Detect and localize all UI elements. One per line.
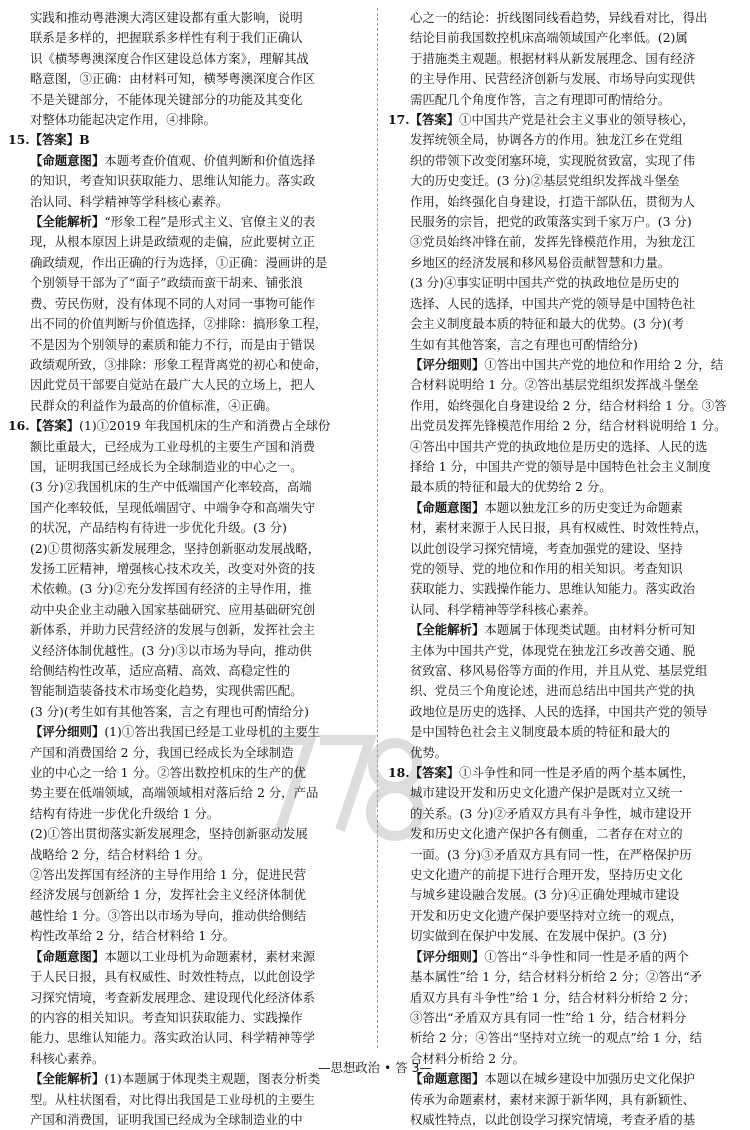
intent-line-text: 本题以在城乡建设中加强历史文化保护: [484, 1071, 695, 1087]
answer-line: [388, 804, 742, 824]
rubric-line: [8, 783, 366, 803]
answer-line-text: 的状况，产品结构有待进一步优化升级。(3 分): [30, 520, 287, 536]
analysis-line-text: (1)本题属于体现类主观题，图表分析类: [104, 1071, 321, 1087]
continued-line-text: 不是关键部分，不能体现关键部分的功能及其变化: [30, 91, 303, 107]
answer-line: [388, 294, 742, 314]
answer-line: [8, 600, 366, 620]
intent-line-text: 材，素材来源于人民日报，具有权威性、时效性特点，: [410, 520, 708, 536]
answer-line-text: 给侧结构性改革，适应高精、高效、高稳定性的: [30, 663, 291, 678]
intent-line: [388, 579, 742, 599]
answer-line-text: (3 分)②我国机床的生产中低端国产化率较高，高端: [30, 479, 312, 495]
rubric-line-text: ③答出“矛盾双方具有同一性”给 1 分，结合材料分: [410, 1009, 687, 1025]
section-tag: 【答案】: [29, 132, 80, 148]
answer-line-text: 会主义制度最本质的特征和最大的优势。(3 分)(考: [410, 316, 685, 332]
continued-line-text: 于措施类主观题。根据材料从新发展理念、国有经济: [410, 50, 695, 66]
rubric-line-text: ①答出“斗争性和同一性是矛盾的两个: [484, 948, 689, 964]
intent-line: [8, 988, 366, 1008]
answer-value: B: [79, 132, 90, 148]
answer-line: [8, 130, 366, 150]
rubric-line: [388, 947, 742, 967]
intent-line-text: 科核心素养。: [30, 1050, 105, 1066]
analysis-line-text: 政绩观所致，③排除：形象工程背离党的初心和使命，: [30, 356, 328, 372]
analysis-line-text: 政地位是历史的选择、人民的选择，中国共产党的领导: [410, 703, 708, 719]
page-footer: —思想政治 • 答 3—: [318, 1060, 432, 1075]
analysis-line-text: 贫致富、移风易俗等方面的作用，并且从党、基层党组: [410, 663, 708, 678]
continued-line: [8, 8, 366, 28]
answer-line: [388, 151, 742, 171]
answer-line: [388, 171, 742, 191]
section-tag: 【答案】: [409, 112, 460, 128]
intent-line-text: 获取能力、实践操作能力、思维认知能力。落实政治: [410, 581, 695, 597]
intent-line: [8, 1028, 366, 1048]
answer-line: [388, 314, 742, 334]
question-number: 16.: [8, 418, 30, 434]
rubric-line-text: 择给 1 分，中国共产党的领导是中国特色社会主义制度: [410, 458, 711, 474]
rubric-line: [388, 988, 742, 1008]
rubric-line: [388, 437, 742, 457]
answer-line-text: 乡地区的经济发展和移风易俗贡献智慧和力量。: [410, 254, 671, 270]
analysis-line: [8, 335, 366, 355]
continued-line: [388, 90, 742, 110]
answer-line-text: ③党员始终冲锋在前，发挥先锋模范作用，为独龙江: [410, 234, 695, 250]
analysis-line: [8, 294, 366, 314]
answer-line-text: 智能制造装备技术市场变化趋势，实现供需匹配。: [30, 683, 303, 699]
rubric-line: [388, 477, 742, 497]
rubric-line-text: 析给 2 分；④答出“坚持对立统一的观点”给 1 分，结: [410, 1030, 703, 1046]
rubric-line-text: 盾双方具有斗争性”给 1 分，结合材料分析给 2 分；: [410, 989, 696, 1005]
answer-line: [388, 253, 742, 273]
continued-line: [8, 49, 366, 69]
intent-line-text: 以此创设学习探究情境，考查加强党的建设、坚持: [410, 540, 683, 556]
question-number: 17.: [388, 112, 410, 128]
answer-line-text: (3 分)④事实证明中国共产党的执政地位是历史的: [410, 275, 680, 291]
analysis-line: [8, 232, 366, 252]
intent-line: [8, 947, 366, 967]
answer-line-text: ①中国共产党是社会主义事业的领导核心，: [459, 112, 695, 128]
intent-line: [8, 151, 366, 171]
continued-line: [8, 90, 366, 110]
rubric-line: [388, 416, 742, 436]
rubric-line: [8, 926, 366, 946]
analysis-line-text: 型。从柱状图看，对比得出我国是工业母机的主要生: [30, 1091, 315, 1107]
intent-line-text: 能力、思维认知能力。落实政治认同、科学精神等学: [30, 1030, 315, 1046]
analysis-line-text: 本题属于体现类试题。由材料分析可知: [484, 622, 695, 638]
analysis-line: [388, 620, 742, 640]
intent-line-text: 本题以独龙江乡的历史变迁为命题素: [484, 499, 683, 515]
answer-line: [8, 437, 366, 457]
continued-line-text: 的主导作用、民营经济创新与发展、市场导向实现供: [410, 71, 695, 87]
answer-line: [8, 681, 366, 701]
rubric-line: [8, 865, 366, 885]
analysis-line-text: 是中国特色社会主义制度最本质的特征和最大的: [410, 724, 671, 740]
rubric-line-text: 基本属性”给 1 分，结合材料分析给 2 分；②答出“矛: [410, 969, 703, 985]
continued-line-text: 实践和推动粤港澳大湾区建设都有重大影响，说明: [30, 10, 303, 25]
answer-line-text: 与城乡建设融合发展。(3 分)④正确处理城市建设: [410, 887, 680, 903]
rubric-line-text: 构性改革给 2 分，结合材料给 1 分。: [30, 928, 235, 944]
rubric-line: [388, 1008, 742, 1028]
rubric-line: [8, 743, 366, 763]
continued-line: [388, 28, 742, 48]
answer-line: [8, 457, 366, 477]
answer-line-text: (2)①贯彻落实新发展理念，坚持创新驱动发展战略，: [30, 540, 321, 556]
analysis-line: [388, 661, 742, 681]
rubric-line: [388, 967, 742, 987]
section-tag: 【全能解析】: [30, 1071, 105, 1087]
intent-line: [8, 171, 366, 191]
rubric-line-text: 出党员发挥先锋模范作用给 2 分，结合材料说明给 1 分。: [410, 418, 727, 434]
answer-line: [388, 192, 742, 212]
rubric-line-text: ④答出中国共产党的执政地位是历史的选择、人民的选: [410, 438, 708, 454]
answer-line: [8, 498, 366, 518]
answer-line-text: (1)①2019 年我国机床的生产和消费占全球份: [79, 418, 331, 434]
intent-line: [388, 1090, 742, 1110]
question-number: 15.: [8, 132, 30, 148]
section-tag: 【评分细则】: [410, 356, 485, 372]
analysis-line: [388, 722, 742, 742]
answer-line-text: 义经济体制优越性。(3 分)③以市场为导向，推动供: [30, 642, 312, 658]
continued-line: [8, 69, 366, 89]
rubric-line: [388, 396, 742, 416]
analysis-line: [8, 375, 366, 395]
intent-line: [8, 1008, 366, 1028]
continued-line-text: 结论目前我国数控机床高端领域国产化率低。(2)属: [410, 30, 688, 46]
rubric-line-text: ②答出发挥国有经济的主导作用给 1 分，促进民营: [30, 867, 306, 883]
intent-line: [388, 559, 742, 579]
rubric-line-text: 合材料说明给 1 分。②答出基层党组织发挥战斗堡垒: [410, 377, 699, 393]
analysis-line-text: 个别领导干部为了“面子”政绩而蛮干胡来、铺张浪: [30, 275, 303, 291]
rubric-line-text: ①答出中国共产党的地位和作用给 2 分，结: [484, 356, 724, 372]
answer-line-text: 大的历史变迁。(3 分)②基层党组织发挥战斗堡垒: [410, 173, 680, 189]
analysis-line: [8, 1090, 366, 1110]
analysis-line: [8, 1110, 366, 1130]
intent-line-text: 治认同、科学精神等学科核心素养。: [30, 193, 229, 209]
intent-line-text: 权威性特点，以此创设学习探究情境，考查矛盾的基: [410, 1111, 695, 1127]
rubric-line-text: 经济发展与创新给 1 分，发挥社会主义经济体制优: [30, 887, 306, 903]
answer-line: [8, 661, 366, 681]
section-tag: 【命题意图】: [30, 948, 105, 964]
answer-line-text: 作用，始终强化自身建设，打造干部队伍，贯彻为人: [410, 193, 695, 209]
intent-line-text: 的内容的相关知识。考查知识获取能力、实践操作: [30, 1009, 303, 1025]
section-tag: 【全能解析】: [410, 622, 485, 638]
rubric-line-text: 产国和消费国给 2 分，我国已经成长为全球制造: [30, 744, 294, 760]
answer-line-text: 发挥统领全局，协调各方的作用。独龙江乡在党组: [410, 132, 683, 148]
left-column: [8, 8, 366, 1130]
rubric-line-text: 作用，始终强化自身建设给 2 分，结合材料给 1 分。③答: [410, 397, 727, 413]
answer-line: [388, 110, 742, 130]
intent-line-text: 本题考查价值观、价值判断和价值选择: [104, 152, 315, 168]
rubric-line: [388, 457, 742, 477]
answer-line: [388, 212, 742, 232]
analysis-line-text: 出不同的价值判断与价值选择，②排除：搞形象工程，: [30, 316, 328, 332]
continued-line: [8, 110, 366, 130]
answer-line: [8, 559, 366, 579]
continued-line-text: 略意图，③正确：由材料可知，横琴粤澳深度合作区: [30, 71, 315, 87]
answer-line-text: 额比重最大，已经成为工业母机的主要生产国和消费: [30, 438, 315, 454]
answer-line-text: 动中央企业主动融入国家基础研究、应用基础研究创: [30, 601, 315, 617]
continued-line-text: 对整体功能起决定作用，④排除。: [30, 112, 216, 128]
analysis-line: [388, 702, 742, 722]
rubric-line: [8, 845, 366, 865]
rubric-line: [8, 824, 366, 844]
answer-line-text: 一面。(3 分)③矛盾双方具有同一性，在严格保护历: [410, 846, 692, 862]
answer-line: [388, 783, 742, 803]
answer-line: [388, 130, 742, 150]
analysis-line: [8, 253, 366, 273]
analysis-line-text: 织、党员三个角度论述，进而总结出中国共产党的执: [410, 683, 695, 699]
intent-line: [388, 498, 742, 518]
answer-line: [8, 702, 366, 722]
answer-line: [8, 416, 366, 436]
answer-line: [8, 477, 366, 497]
rubric-line: [8, 722, 366, 742]
answer-line-text: 选择、人民的选择，中国共产党的领导是中国特色社: [410, 295, 695, 311]
analysis-line-text: 产国和消费国，证明我国已经成为全球制造业的中: [30, 1111, 303, 1127]
answer-line-text: 城市建设开发和历史文化遗产保护是既对立又统一: [410, 785, 683, 801]
answer-line: [8, 641, 366, 661]
rubric-line-text: 合材料分析给 2 分。: [410, 1050, 525, 1066]
intent-line: [388, 1110, 742, 1130]
section-tag: 【命题意图】: [410, 1071, 485, 1087]
answer-line: [8, 518, 366, 538]
right-column: [388, 8, 742, 1130]
answer-line: [8, 579, 366, 599]
rubric-line-text: 结构有待进一步优化升级给 1 分。: [30, 805, 220, 821]
continued-line-text: 识《横琴粤澳深度合作区建设总体方案》，理解其战: [30, 50, 309, 66]
answer-line-text: 新体系，并助力民营经济的发展与创新，发挥社会主: [30, 622, 315, 638]
rubric-line: [8, 906, 366, 926]
question-number: 18.: [388, 765, 410, 781]
analysis-line-text: 不是因为个别领导的素质和能力不行，而是由于错误: [30, 336, 315, 352]
rubric-line-text: 势主要在低端领域，高端领域相对落后给 2 分，产品: [30, 785, 319, 801]
section-tag: 【答案】: [29, 418, 80, 434]
answer-line: [8, 620, 366, 640]
rubric-line-text: 业的中心之一给 1 分。②答出数控机床的生产的优: [30, 765, 306, 781]
intent-line: [388, 600, 742, 620]
rubric-line: [8, 885, 366, 905]
section-tag: 【全能解析】: [30, 214, 105, 230]
analysis-line: [388, 641, 742, 661]
answer-line-text: 民服务的宗旨，把党的政策落实到千家万户。(3 分): [410, 214, 692, 230]
analysis-line-text: 费、劳民伤财，没有体现不同的人对同一事物可能作: [30, 295, 315, 311]
rubric-line: [388, 375, 742, 395]
answer-line-text: 发扬工匠精神，增强核心技术攻关，改变对外资的技: [30, 560, 315, 576]
section-tag: 【答案】: [409, 765, 460, 781]
analysis-line: [388, 743, 742, 763]
continued-line: [388, 8, 742, 28]
intent-line: [388, 539, 742, 559]
rubric-line-text: (1)①答出我国已经是工业母机的主要生: [104, 724, 321, 740]
answer-line-text: 织的带领下改变闭塞环境，实现脱贫致富，实现了伟: [410, 152, 695, 168]
intent-line-text: 传承为命题素材，素材来源于新华网，具有新颖性、: [410, 1091, 695, 1107]
answer-line: [388, 926, 742, 946]
analysis-line-text: 现，从根本原因上讲是政绩观的走偏，应此要树立正: [30, 234, 315, 250]
analysis-line: [8, 314, 366, 334]
analysis-line: [8, 212, 366, 232]
answer-line: [388, 273, 742, 293]
rubric-line-text: (2)①答出贯彻落实新发展理念，坚持创新驱动发展: [30, 826, 308, 842]
intent-line-text: 本题以工业母机为命题素材，素材来源: [104, 948, 315, 964]
intent-line: [8, 967, 366, 987]
answer-line-text: 国产化率较低，呈现低端固守、中端争夺和高端失守: [30, 499, 315, 515]
intent-line-text: 于人民日报，具有权威性、时效性特点，以此创设学: [30, 969, 315, 985]
answer-line-text: 切实做到在保护中发展、在发展中保护。(3 分): [410, 928, 667, 944]
answer-line-text: 国，证明我国已经成长为全球制造业的中心之一。: [30, 458, 303, 474]
continued-line: [8, 28, 366, 48]
rubric-line-text: 战略给 2 分，结合材料给 1 分。: [30, 846, 211, 862]
section-tag: 【命题意图】: [30, 152, 105, 168]
answer-line-text: 开发和历史文化遗产保护要坚持对立统一的观点，: [410, 907, 683, 923]
answer-line-text: 的关系。(3 分)②矛盾双方具有斗争性，城市建设开: [410, 805, 692, 821]
answer-line-text: 发和历史文化遗产保护各有侧重，二者存在对立的: [410, 826, 683, 842]
analysis-line: [8, 396, 366, 416]
answer-line-text: 术依赖。(3 分)②充分发挥国有经济的主导作用，推: [30, 581, 312, 597]
rubric-line: [8, 763, 366, 783]
analysis-line: [388, 681, 742, 701]
answer-line-text: ①斗争性和同一性是矛盾的两个基本属性，: [459, 765, 695, 781]
answer-line: [388, 335, 742, 355]
answer-line: [388, 763, 742, 783]
answer-line-text: 史文化遗产的前提下进行合理开发，坚持历史文化: [410, 867, 683, 883]
analysis-line-text: 主体为中国共产党，体现党在独龙江乡改善交通、脱: [410, 642, 695, 658]
intent-line-text: 认同、科学精神等学科核心素养。: [410, 601, 596, 617]
answer-line-text: 生如有其他答案，言之有理也可酌情给分): [410, 336, 638, 352]
continued-line-text: 需匹配几个角度作答，言之有理即可酌情给分。: [410, 91, 671, 107]
intent-line-text: 习探究情境，考查新发展理念、建设现代化经济体系: [30, 989, 315, 1005]
answer-line: [388, 232, 742, 252]
intent-line: [388, 518, 742, 538]
rubric-line-text: 最本质的特征和最大的优势给 2 分。: [410, 479, 612, 495]
analysis-line-text: “形象工程”是形式主义、官僚主义的表: [104, 214, 316, 230]
rubric-line: [388, 355, 742, 375]
answer-line: [388, 885, 742, 905]
answer-line: [388, 824, 742, 844]
analysis-line-text: 因此党员干部要自觉站在最广大人民的立场上，把人: [30, 377, 315, 393]
intent-line-text: 党的领导、党的地位和作用的相关知识。考查知识: [410, 560, 683, 576]
answer-line: [388, 865, 742, 885]
answer-line: [8, 539, 366, 559]
column-divider: [377, 8, 378, 1048]
analysis-line-text: 优势。: [410, 744, 448, 760]
rubric-line: [388, 1028, 742, 1048]
continued-line-text: 心之一的结论：折线图同线看趋势，异线看对比，得出: [410, 10, 708, 25]
continued-line: [388, 69, 742, 89]
analysis-line-text: 民群众的利益作为最高的价值标准，④正确。: [30, 397, 278, 413]
answer-line-text: (3 分)(考生如有其他答案，言之有理也可酌情给分): [30, 703, 309, 719]
continued-line-text: 联系是多样的，把握联系多样性有利于我们正确认: [30, 30, 303, 46]
continued-line: [388, 49, 742, 69]
rubric-line: [8, 804, 366, 824]
analysis-line-text: 确政绩观，作出正确的行为选择，①正确：漫画讲的是: [30, 254, 328, 270]
section-tag: 【命题意图】: [410, 499, 485, 515]
answer-line: [388, 845, 742, 865]
intent-line-text: 的知识，考查知识获取能力、思维认知能力。落实政: [30, 173, 315, 189]
analysis-line: [8, 355, 366, 375]
analysis-line: [8, 273, 366, 293]
section-tag: 【评分细则】: [410, 948, 485, 964]
intent-line: [8, 192, 366, 212]
rubric-line-text: 越性给 1 分。③答出以市场为导向，推动供给侧结: [30, 907, 306, 923]
answer-line: [388, 906, 742, 926]
section-tag: 【评分细则】: [30, 724, 105, 740]
